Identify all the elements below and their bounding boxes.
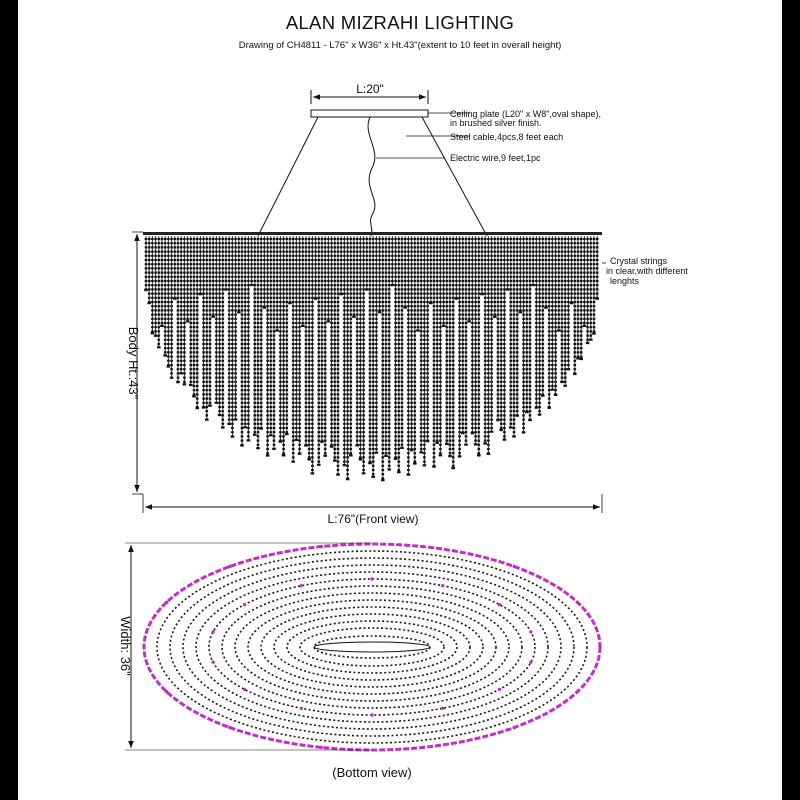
bottom-view-caption: (Bottom view) bbox=[332, 765, 412, 780]
drawing-title: ALAN MIZRAHI LIGHTING bbox=[285, 12, 515, 33]
accent-dot bbox=[228, 565, 231, 568]
accent-dot bbox=[142, 645, 145, 648]
bottom-view bbox=[118, 543, 602, 780]
crystal-callout-1: Crystal strings bbox=[610, 256, 668, 266]
crystal-ring bbox=[235, 593, 509, 701]
accent-dot bbox=[576, 690, 579, 693]
crystal-strings bbox=[144, 236, 599, 480]
accent-dot bbox=[513, 565, 516, 568]
accent-dot bbox=[441, 707, 444, 710]
accent-dot bbox=[165, 690, 168, 693]
crystal-callout-3: lenghts bbox=[610, 276, 640, 286]
chandelier-frame bbox=[143, 232, 602, 235]
accent-dot bbox=[513, 726, 516, 729]
crystal-ring bbox=[222, 586, 522, 708]
electric-wire-callout: Electric wire,9 feet,1pc bbox=[450, 153, 541, 163]
accent-dot bbox=[243, 688, 246, 691]
plate-dimension bbox=[311, 82, 428, 104]
crystal-ring bbox=[274, 614, 470, 680]
plate-dim-label: L:20" bbox=[356, 82, 384, 96]
accent-dot bbox=[211, 660, 214, 663]
accent-dot bbox=[211, 630, 214, 633]
accent-dot bbox=[300, 584, 303, 587]
accent-dot bbox=[243, 603, 246, 606]
accent-dot bbox=[320, 746, 323, 749]
accent-dot bbox=[441, 584, 444, 587]
steel-cable-callout: Steel cable,4pcs,8 feet each bbox=[450, 132, 564, 142]
accent-dot bbox=[421, 545, 424, 548]
crystal-callout-2: in clear,with different bbox=[606, 266, 688, 276]
accent-dot bbox=[529, 660, 532, 663]
crystal-ring bbox=[287, 621, 457, 673]
crystal-ring bbox=[314, 636, 430, 658]
ceiling-plate bbox=[311, 110, 428, 117]
accent-dot bbox=[576, 601, 579, 604]
crystal-ring bbox=[144, 544, 600, 750]
accent-dot bbox=[598, 645, 601, 648]
width-label: Width: 36" bbox=[118, 616, 133, 676]
drawing-subtitle: Drawing of CH4811 - L76" x W36" x Ht.43"(extent to 10 feet in overall height) bbox=[238, 40, 562, 51]
accent-dot bbox=[370, 577, 373, 580]
front-view bbox=[126, 82, 688, 526]
length-dimension bbox=[143, 494, 602, 526]
accent-dot bbox=[370, 713, 373, 716]
ceiling-plate-callout-2: in brushed silver finish. bbox=[450, 118, 542, 128]
accent-dot bbox=[165, 601, 168, 604]
accent-dot bbox=[320, 545, 323, 548]
electric-wire bbox=[368, 117, 375, 236]
crystal-rings bbox=[142, 544, 601, 750]
crystal-ring bbox=[300, 628, 444, 666]
accent-dot bbox=[529, 630, 532, 633]
accent-dot bbox=[498, 603, 501, 606]
crystal-beads bbox=[144, 239, 599, 480]
accent-dot bbox=[421, 746, 424, 749]
accent-dot bbox=[498, 688, 501, 691]
center-lens bbox=[314, 642, 430, 652]
crystal-ring bbox=[170, 558, 574, 736]
accent-dot bbox=[300, 707, 303, 710]
length-label: L:76"(Front view) bbox=[327, 512, 419, 526]
height-dimension bbox=[126, 232, 143, 494]
accent-dot bbox=[228, 726, 231, 729]
ceiling-plate-callout-1: Ceiling plate (L20" x W8",oval shape), bbox=[450, 109, 601, 119]
crystal-ring bbox=[261, 607, 483, 687]
crystal-ring bbox=[183, 565, 561, 729]
body-height-label: Body Ht.:43" bbox=[126, 326, 141, 400]
